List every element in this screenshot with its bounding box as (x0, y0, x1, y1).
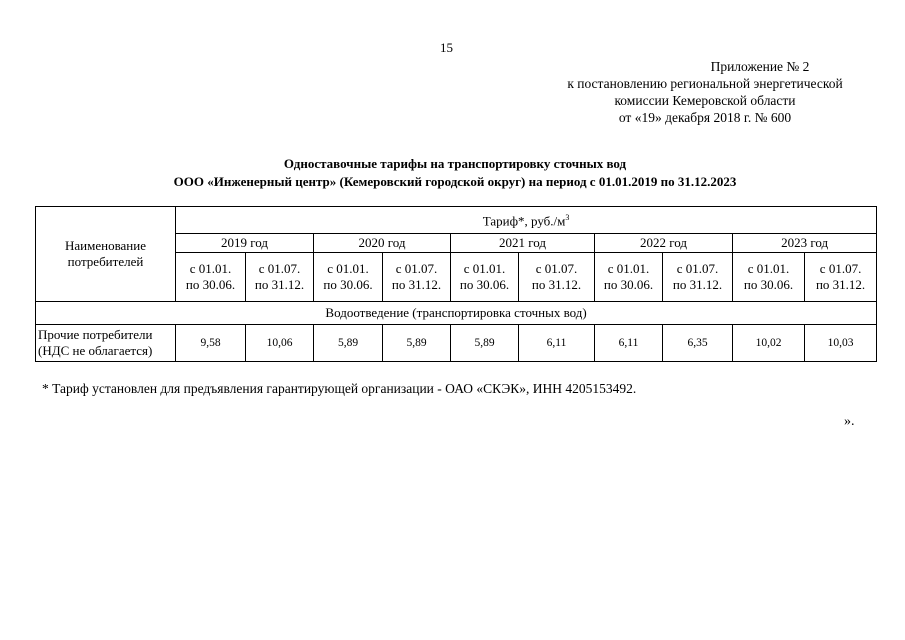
tariff-value: 6,11 (595, 325, 663, 362)
document-title-line-2: ООО «Инженерный центр» (Кемеровский городской округ) на период с 01.01.2019 по 31.12.2023 (173, 174, 737, 189)
period-header (663, 253, 733, 302)
period-from: с 01.07. (258, 261, 301, 276)
period-header (314, 253, 383, 302)
year-header-2022: 2022 год (595, 234, 733, 253)
appendix-line-1: Приложение № 2 (710, 59, 810, 74)
year-header-2021: 2021 год (451, 234, 595, 253)
tariff-value: 6,35 (663, 325, 733, 362)
period-header (805, 253, 877, 302)
period-to: по 30.06. (603, 277, 654, 292)
tariff-header-cell (176, 207, 877, 234)
year-header-2019: 2019 год (176, 234, 314, 253)
tariff-value: 10,06 (246, 325, 314, 362)
tariff-value: 6,11 (519, 325, 595, 362)
document-title-line-1: Одноставочные тарифы на транспортировку сточных вод (283, 156, 627, 171)
closing-quote-mark: ». (844, 414, 855, 429)
period-to: по 31.12. (391, 277, 442, 292)
tariff-value: 10,03 (805, 325, 877, 362)
tariff-header: Тариф*, руб./м (482, 213, 566, 229)
period-from: с 01.01. (747, 261, 790, 276)
period-from: с 01.07. (819, 261, 862, 276)
appendix-block (540, 58, 870, 126)
period-to: по 30.06. (743, 277, 794, 292)
year-header-2023: 2023 год (733, 234, 877, 253)
tariff-value: 5,89 (383, 325, 451, 362)
tariff-value: 10,02 (733, 325, 805, 362)
tariff-table (35, 206, 877, 362)
period-from: с 01.01. (463, 261, 506, 276)
document-title (60, 155, 850, 191)
period-header (519, 253, 595, 302)
period-from: с 01.07. (535, 261, 578, 276)
tariff-value: 9,58 (176, 325, 246, 362)
period-to: по 31.12. (672, 277, 723, 292)
tariff-value: 5,89 (314, 325, 383, 362)
consumer-header-cell (36, 207, 176, 302)
period-header (451, 253, 519, 302)
consumer-name-line-1: Прочие потребители (38, 327, 153, 342)
consumer-name-line-2: (НДС не облагается) (38, 343, 153, 358)
tariff-unit-superscript: 3 (565, 213, 570, 223)
period-to: по 30.06. (459, 277, 510, 292)
period-to: по 31.12. (254, 277, 305, 292)
year-header-2020: 2020 год (314, 234, 451, 253)
period-from: с 01.01. (607, 261, 650, 276)
period-from: с 01.01. (189, 261, 232, 276)
period-header (383, 253, 451, 302)
period-from: с 01.07. (676, 261, 719, 276)
appendix-line-3: комиссии Кемеровской области (614, 93, 796, 108)
consumer-header: Наименование потребителей (65, 238, 146, 269)
period-from: с 01.01. (327, 261, 369, 276)
period-header (176, 253, 246, 302)
footnote: * Тариф установлен для предъявления гарантирующей организации - ОАО «СКЭК», ИНН 4205153492. (42, 381, 637, 396)
consumer-name-cell (36, 325, 176, 362)
period-to: по 30.06. (185, 277, 236, 292)
period-to: по 31.12. (531, 277, 582, 292)
period-to: по 31.12. (815, 277, 866, 292)
page-number: 15 (440, 40, 453, 55)
period-header (595, 253, 663, 302)
tariff-value: 5,89 (451, 325, 519, 362)
appendix-line-2: к постановлению региональной энергетической (567, 76, 843, 91)
appendix-line-4: от «19» декабря 2018 г. № 600 (618, 110, 792, 125)
period-from: с 01.07. (395, 261, 438, 276)
period-to: по 30.06. (323, 277, 373, 292)
period-header (246, 253, 314, 302)
section-header-row: Водоотведение (транспортировка сточных вод) (36, 302, 877, 325)
period-header (733, 253, 805, 302)
